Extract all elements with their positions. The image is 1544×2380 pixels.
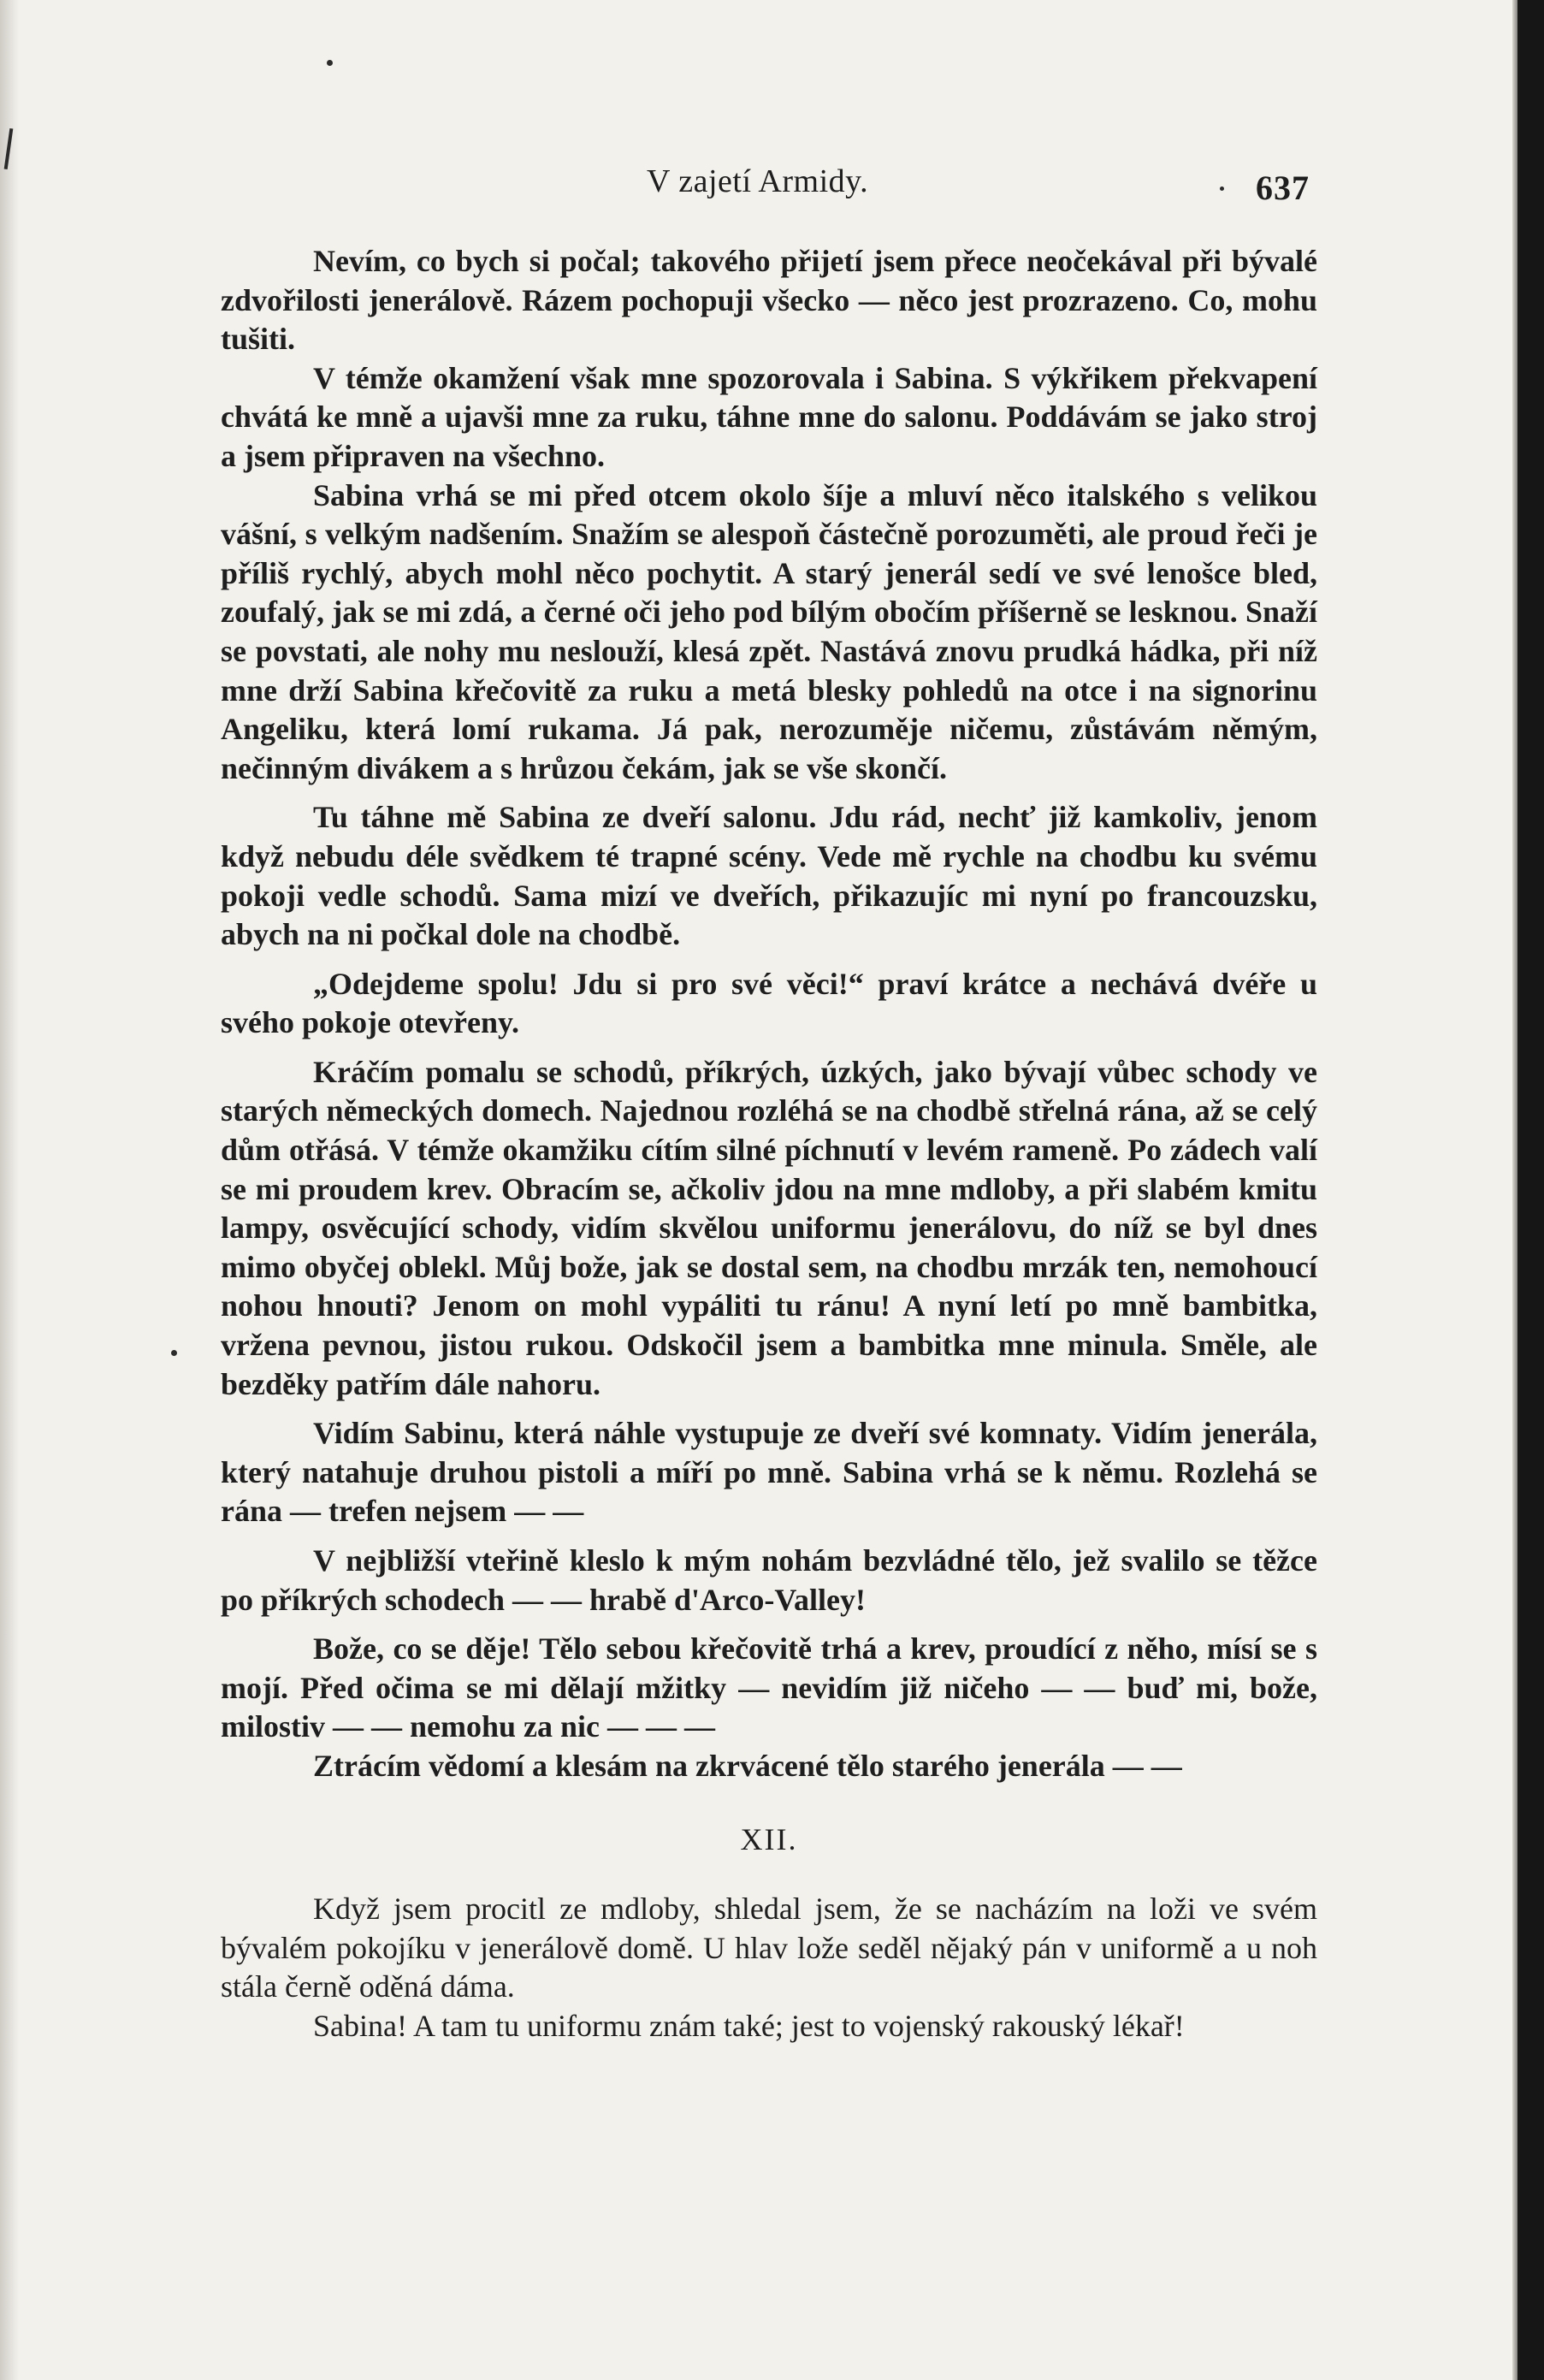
paragraph: Když jsem procitl ze mdloby, shledal jsem, že se nacházím na loži ve svém bývalém pokojíku v jenerálově domě. U hlav lože seděl nějaký pán v uniformě a u noh stála černě oděná dáma. [221, 1892, 1317, 2004]
paragraph: V témže okamžení však mne spozorovala i Sabina. S výkřikem překvapení chvátá ke mně a ujavši mne za ruku, táhne mne do salonu. Poddávám se jako stroj a jsem připraven na všechno. [221, 360, 1317, 473]
paragraph: Tu táhne mě Sabina ze dveří salonu. Jdu rád, nechť již kamkoliv, jenom když nebudu déle svědkem té trapné scény. Vede mě rychle na chodbu ku svému pokoji vedle schodů. Sama mizí ve dveřích, přikazujíc mi nyní po francouzsku, abych na ni počkal dole na chodbě. [221, 800, 1317, 952]
paragraph: „Odejdeme spolu! Jdu si pro své věci!“ praví krátce a nechává dvéře u svého pokoje otevřeny. [221, 966, 1317, 1040]
ink-speck [1220, 186, 1224, 191]
ink-speck [327, 60, 333, 66]
page-number: 637 [1256, 169, 1310, 207]
text-block [221, 242, 1317, 2176]
paragraph: Vidím Sabinu, která náhle vystupuje ze dveří své komnaty. Vidím jenerála, který natahuje druhou pistoli a míří po mně. Sabina vrhá se k němu. Rozlehá se rána — trefen nejsem — — [221, 1416, 1317, 1529]
paragraph: Bože, co se děje! Tělo sebou křečovitě trhá a krev, proudící z něho, mísí se s mojí. Před očima se mi dělají mžitky — nevidím již ničeho — — buď mi, bože, milostiv — — nemohu za nic — — — [221, 1631, 1317, 1744]
paragraph: V nejbližší vteřině kleslo k mým nohám bezvládné tělo, jež svalilo se těžce po příkrých schodech — — hrabě d'Arco-Valley! [221, 1543, 1317, 1617]
paragraph: Kráčím pomalu se schodů, příkrých, úzkých, jako bývají vůbec schody ve starých německých domech. Najednou rozléhá se na chodbě střelná rána, až se celý dům otřásá. V témže okamžiku cítím silné píchnutí v levém rameně. Po zádech valí se mi proudem krev. Obracím se, ačkoliv jdou na mne mdloby, a při slabém kmitu lampy, osvěcující schody, vidím skvělou uniformu jenerálovu, do níž se byl dnes mimo obyčej oblekl. Můj bože, jak se dostal sem, na chodbu mrzák ten, nemohoucí nohou hnouti? Jenom on mohl vypáliti tu ránu! A nyní letí po mně bambitka, vržena pevnou, jistou rukou. Odskočil jsem a bambitka mne minula. Směle, ale bezděky patřím dále nahoru. [221, 1054, 1317, 1401]
paragraph: Sabina! A tam tu uniformu znám také; jest to vojenský rakouský lékař! [313, 2008, 1185, 2043]
running-title: V zajetí Armidy. [647, 163, 869, 199]
paragraph: Ztrácím vědomí a klesám na zkrvácené tělo starého jenerála — — [313, 1748, 1182, 1783]
left-page-edge [0, 0, 19, 2380]
ink-speck [171, 1350, 177, 1356]
paragraph: Nevím, co bych si počal; takového přijetí jsem přece neočekával při bývalé zdvořilosti jenerálově. Rázem pochopuji všecko — něco jest prozrazeno. Co, mohu tušiti. [221, 244, 1317, 357]
paragraph: Sabina vrhá se mi před otcem okolo šíje a mluví něco italského s velikou vášní, s velkým nadšením. Snažím se alespoň částečně porozuměti, ale proud řeči je příliš rychlý, abych mohl něco pochytit. A starý jenerál sedí ve své lenošce bled, zoufalý, jak se mi zdá, a černé oči jeho pod bílým obočím příšerně se lesknou. Snaží se povstati, ale nohy mu neslouží, klesá zpět. Nastává znovu prudká hádka, při níž mne drží Sabina křečovitě za ruku a metá blesky pohledů na otce i na signorinu Angeliku, která lomí rukama. Já pak, nerozuměje ničemu, zůstávám němým, nečinným divákem a s hrůzou čekám, jak se vše skončí. [221, 477, 1317, 785]
chapter-heading: XII. [740, 1821, 798, 1856]
right-scan-border [1517, 0, 1544, 2380]
